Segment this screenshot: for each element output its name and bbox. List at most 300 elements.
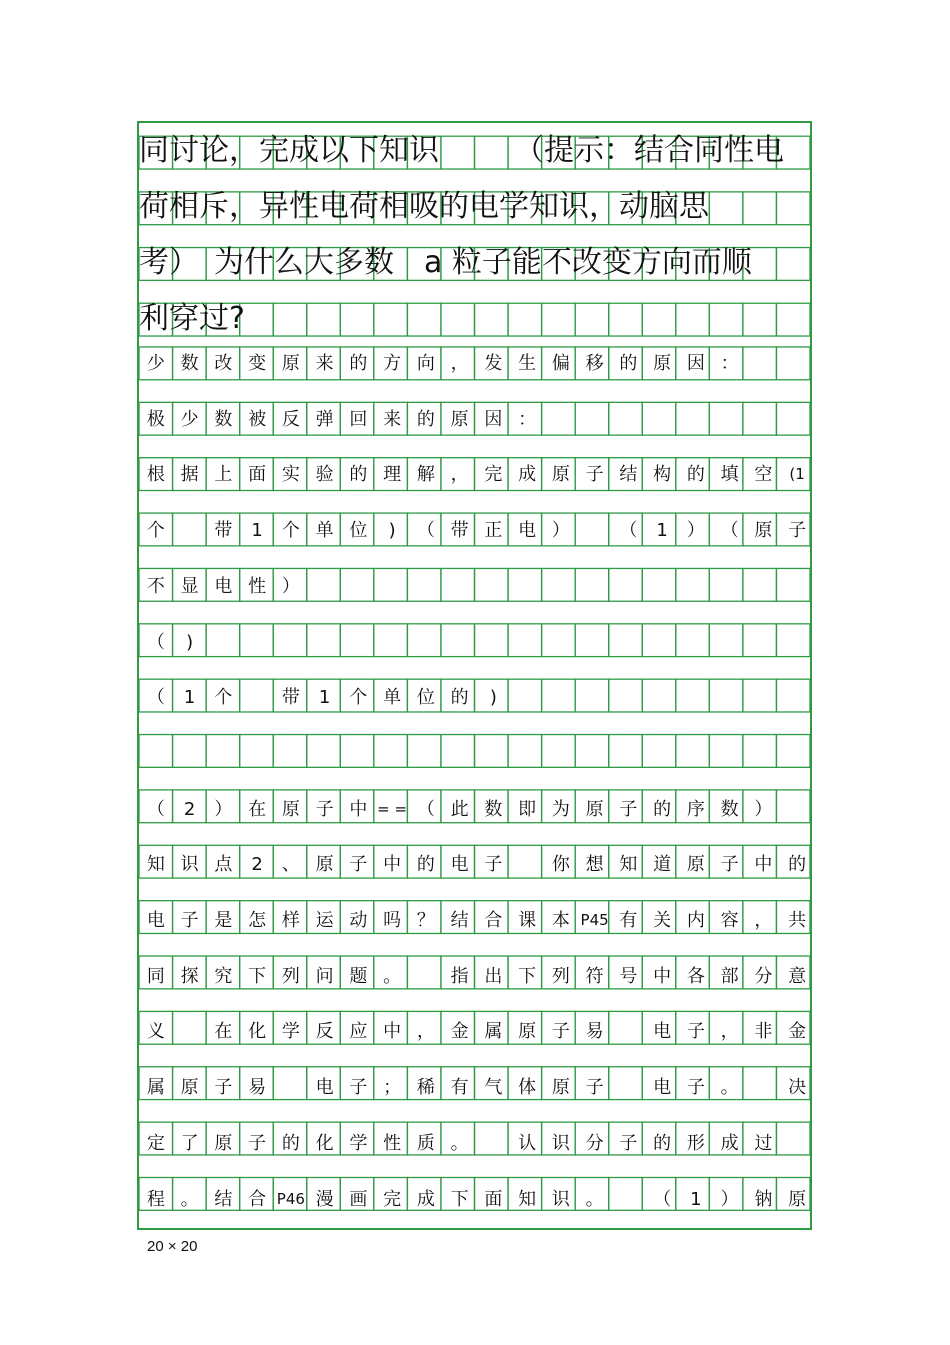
grid-char: 原	[754, 520, 773, 542]
grid-char: 问	[315, 965, 334, 987]
grid-char: ，	[416, 1021, 435, 1043]
grid-char: （	[416, 798, 435, 820]
grid-char	[443, 737, 477, 770]
grid-char: 的	[416, 408, 435, 430]
grid-row	[139, 458, 810, 491]
grid-char	[578, 514, 612, 547]
grid-char: 应	[349, 1021, 368, 1043]
grid-char: ）	[720, 1188, 739, 1210]
grid-char	[544, 681, 578, 714]
grid-char: 想	[585, 854, 604, 876]
grid-cell	[340, 303, 374, 336]
grid-char: 正	[484, 520, 503, 542]
grid-char: （	[416, 520, 435, 542]
grid-char: 下	[450, 1188, 469, 1210]
grid-char: ）	[551, 520, 570, 542]
grid-char: 个	[146, 520, 165, 542]
grid-char	[308, 570, 342, 603]
grid-char: 子	[788, 520, 807, 542]
grid-char	[645, 737, 679, 770]
grid-char: 的	[450, 687, 469, 709]
grid-char: 成	[518, 464, 537, 486]
grid-char: P45	[580, 911, 609, 929]
grid-char: 显	[180, 575, 199, 597]
grid-char: 电	[653, 1021, 672, 1043]
grid-char: （	[146, 798, 165, 820]
grid-char	[747, 570, 781, 603]
grid-char: 中	[383, 1021, 402, 1043]
grid-char	[544, 737, 578, 770]
grid-char: 符	[585, 965, 604, 987]
grid-char: ）	[754, 798, 773, 820]
grid-char: 学	[281, 1021, 300, 1043]
grid-char: 电	[653, 1077, 672, 1099]
grid-char: 稀	[416, 1077, 435, 1099]
grid-char: 知	[146, 854, 165, 876]
grid-char: 子	[248, 1132, 267, 1154]
grid-char	[713, 737, 747, 770]
grid-cell	[407, 303, 441, 336]
grid-char	[747, 403, 781, 436]
grid-char: 的	[349, 353, 368, 374]
grid-char: 改	[214, 353, 233, 374]
grid-char: 识	[551, 1132, 570, 1154]
grid-char: 面	[248, 464, 267, 486]
grid-char	[612, 681, 646, 714]
grid-char: 子	[484, 854, 503, 876]
grid-char: 共	[788, 910, 807, 931]
grid-char	[443, 570, 477, 603]
grid-char: 原	[180, 1077, 199, 1099]
grid-char: 原	[315, 854, 334, 876]
grid-char	[612, 737, 646, 770]
grid-char: 电	[450, 854, 469, 876]
grid-char	[274, 737, 308, 770]
grid-char	[207, 626, 241, 659]
grid-cell	[609, 303, 643, 336]
grid-char: 2	[251, 854, 263, 876]
grid-char: 来	[315, 353, 334, 374]
grid-row	[139, 960, 810, 993]
grid-char: 面	[484, 1188, 503, 1210]
grid-cell	[676, 303, 710, 336]
grid-char: 的	[653, 798, 672, 820]
grid-char: 中	[383, 854, 402, 876]
grid-char	[173, 1015, 207, 1048]
grid-char: 反	[315, 1021, 334, 1043]
grid-char	[409, 960, 443, 993]
grid-char: 成	[720, 1132, 739, 1154]
grid-char: 的	[281, 1132, 300, 1154]
grid-cell	[273, 303, 307, 336]
grid-char: 原	[653, 353, 672, 374]
grid-char	[713, 681, 747, 714]
grid-char: 移	[585, 353, 604, 374]
grid-char	[274, 1071, 308, 1104]
grid-char: 结	[450, 910, 469, 931]
grid-char	[780, 737, 814, 770]
grid-char: 理	[383, 464, 402, 486]
grid-char: 号	[619, 965, 638, 987]
grid-char: 个	[214, 687, 233, 709]
grid-char: 原	[788, 1188, 807, 1210]
grid-char	[443, 626, 477, 659]
grid-cell	[776, 303, 810, 336]
grid-char	[679, 403, 713, 436]
grid-char: 原	[281, 798, 300, 820]
grid-char	[308, 737, 342, 770]
grid-char	[342, 570, 376, 603]
grid-char: 带	[281, 687, 300, 709]
grid-char: 易	[248, 1077, 267, 1099]
grid-char: ：	[518, 408, 537, 430]
grid-char: 识	[180, 854, 199, 876]
grid-char: 子	[315, 798, 334, 820]
grid-char: 电	[146, 910, 165, 931]
grid-char: 容	[720, 910, 739, 931]
grid-char: 成	[416, 1188, 435, 1210]
grid-char: )	[388, 520, 396, 542]
grid-char	[510, 737, 544, 770]
grid-char	[780, 1127, 814, 1160]
grid-char	[240, 626, 274, 659]
grid-char: )	[489, 687, 497, 709]
grid-char: 下	[248, 965, 267, 987]
grid-char: 的	[653, 1132, 672, 1154]
grid-char: 子	[214, 1077, 233, 1099]
grid-char: 电	[315, 1077, 334, 1099]
grid-char: ：	[720, 353, 739, 374]
grid-char: 因	[484, 408, 503, 430]
grid-char: 金	[450, 1021, 469, 1043]
grid-char: 实	[281, 464, 300, 486]
grid-char: 子	[585, 464, 604, 486]
grid-cell	[575, 303, 609, 336]
grid-char: 极	[146, 408, 165, 430]
grid-char: 漫	[315, 1188, 334, 1210]
grid-cell	[508, 303, 542, 336]
grid-char: 钠	[754, 1188, 773, 1210]
grid-char: 的	[619, 353, 638, 374]
grid-char: 回	[349, 408, 368, 430]
grid-char: 形	[686, 1132, 705, 1154]
grid-char: ）	[686, 520, 705, 542]
grid-row	[139, 793, 810, 826]
grid-char	[645, 681, 679, 714]
grid-char: 生	[518, 353, 537, 374]
grid-char: 的	[686, 464, 705, 486]
grid-char: 原	[518, 1021, 537, 1043]
grid-char: 数	[214, 408, 233, 430]
grid-char: 合	[484, 910, 503, 931]
grid-char: 此	[450, 798, 469, 820]
grid-cell	[475, 303, 509, 336]
grid-char	[139, 737, 173, 770]
grid-char: 有	[450, 1077, 469, 1099]
grid-char: 偏	[551, 353, 570, 374]
grid-char: 程	[146, 1188, 165, 1210]
grid-char: 本	[551, 910, 570, 931]
grid-char: 在	[214, 1021, 233, 1043]
grid-char: 。	[720, 1077, 739, 1099]
grid-char: 子	[585, 1077, 604, 1099]
grid-char	[612, 1015, 646, 1048]
grid-char	[544, 570, 578, 603]
grid-cell	[776, 192, 810, 225]
grid-char: 带	[214, 520, 233, 542]
grid-char: 动	[349, 910, 368, 931]
grid-char: 体	[518, 1077, 537, 1099]
grid-char: 构	[653, 464, 672, 486]
grid-char: 义	[146, 1021, 165, 1043]
grid-row	[139, 514, 810, 547]
grid-char: 发	[484, 353, 503, 374]
grid-row	[139, 904, 810, 937]
grid-char: 2	[183, 798, 196, 820]
grid-char: 弹	[315, 408, 334, 430]
grid-char: 运	[315, 910, 334, 931]
grid-char	[240, 681, 274, 714]
grid-char	[645, 403, 679, 436]
grid-char: 单	[315, 520, 334, 542]
grid-char: 1	[318, 687, 331, 709]
grid-char	[207, 737, 241, 770]
grid-char: (1	[789, 465, 805, 484]
grid-char: 意	[788, 965, 807, 987]
grid-row	[139, 403, 810, 436]
grid-char: ；	[383, 1077, 402, 1099]
grid-char	[780, 626, 814, 659]
grid-char: 1	[183, 687, 196, 709]
grid-char: 化	[248, 1021, 267, 1043]
grid-char: 位	[416, 687, 435, 709]
grid-char: 上	[214, 464, 233, 486]
grid-char: 子	[551, 1021, 570, 1043]
grid-char: 的	[416, 854, 435, 876]
grid-char	[612, 570, 646, 603]
grid-char: 内	[686, 910, 705, 931]
grid-char: 个	[349, 687, 368, 709]
grid-char	[510, 626, 544, 659]
grid-char: ？	[416, 910, 435, 931]
grid-char: P46	[276, 1189, 305, 1208]
grid-cell	[776, 248, 810, 281]
grid-char: 出	[484, 965, 503, 987]
grid-char: 单	[383, 687, 402, 709]
grid-char: 怎	[248, 910, 267, 931]
grid-char: 空	[754, 464, 773, 486]
grid-char: 非	[754, 1021, 773, 1043]
grid-char: 中	[653, 965, 672, 987]
grid-char: 完	[383, 1188, 402, 1210]
grid-char: 1	[251, 520, 263, 542]
grid-char: 。	[450, 1132, 469, 1154]
grid-char: 有	[619, 910, 638, 931]
grid-char: 根	[146, 464, 165, 486]
grid-char	[578, 737, 612, 770]
grid-row	[139, 1183, 810, 1216]
grid-cell	[743, 192, 777, 225]
grid-cell	[542, 303, 576, 336]
grid-char: 原	[686, 854, 705, 876]
grid-char: 被	[248, 408, 267, 430]
grid-char: ，	[450, 353, 469, 374]
grid-char: 填	[720, 464, 739, 486]
grid-char: 原	[551, 464, 570, 486]
grid-char	[713, 403, 747, 436]
grid-char: 质	[416, 1132, 435, 1154]
grid-char: 数	[180, 353, 199, 374]
grid-char	[510, 681, 544, 714]
grid-char	[342, 626, 376, 659]
grid-char: 属	[484, 1021, 503, 1043]
grid-char	[477, 1127, 511, 1160]
grid-char	[578, 570, 612, 603]
grid-char: 道	[653, 854, 672, 876]
grid-char	[342, 737, 376, 770]
grid-char: 。	[585, 1188, 604, 1210]
grid-char: ，	[720, 1021, 739, 1043]
grid-char: ，	[450, 464, 469, 486]
grid-char: 完	[484, 464, 503, 486]
grid-char: 的	[788, 854, 807, 876]
grid-char	[308, 626, 342, 659]
grid-char: 性	[383, 1132, 402, 1154]
grid-char: 子	[619, 798, 638, 820]
grid-char	[409, 626, 443, 659]
grid-char	[544, 403, 578, 436]
grid-char: 样	[281, 910, 300, 931]
grid-char: 1	[690, 1188, 702, 1210]
grid-char: 原	[214, 1132, 233, 1154]
grid-char	[747, 626, 781, 659]
grid-row	[139, 347, 810, 380]
grid-char	[173, 514, 207, 547]
grid-cell	[642, 303, 676, 336]
grid-row	[139, 1071, 810, 1104]
grid-char: 分	[754, 965, 773, 987]
grid-char: 题	[349, 965, 368, 987]
grid-row	[139, 1015, 810, 1048]
large-text-line: 考） 为什么大多数 a 粒子能不改变方向而顺	[139, 245, 752, 280]
grid-cell	[374, 303, 408, 336]
grid-char: 向	[416, 353, 435, 374]
grid-char: （	[146, 687, 165, 709]
grid-char: 数	[720, 798, 739, 820]
grid-char	[679, 570, 713, 603]
grid-char: )	[186, 631, 194, 653]
grid-row	[139, 626, 810, 659]
grid-char: 子	[720, 854, 739, 876]
grid-char: 下	[518, 965, 537, 987]
grid-cell	[709, 303, 743, 336]
grid-char	[510, 570, 544, 603]
grid-char: 少	[180, 408, 199, 430]
grid-row	[139, 681, 810, 714]
grid-char: 分	[585, 1132, 604, 1154]
grid-char	[747, 1071, 781, 1104]
grid-char: 。	[180, 1188, 199, 1210]
grid-char	[544, 626, 578, 659]
grid-char: 原	[281, 353, 300, 374]
grid-char	[375, 626, 409, 659]
grid-char: 定	[146, 1132, 165, 1154]
grid-char: 位	[349, 520, 368, 542]
grid-row	[139, 1127, 810, 1160]
grid-char: 、	[281, 854, 300, 876]
grid-cell	[709, 192, 743, 225]
grid-char	[477, 626, 511, 659]
grid-char	[612, 626, 646, 659]
grid-char: 中	[349, 798, 368, 820]
grid-char: 列	[281, 965, 300, 987]
grid-char	[780, 793, 814, 826]
grid-cell	[307, 303, 341, 336]
grid-char: 决	[788, 1077, 807, 1099]
grid-char: （	[720, 520, 739, 542]
grid-char: 过	[754, 1132, 773, 1154]
grid-char: 属	[146, 1077, 165, 1099]
grid-char: 的	[349, 464, 368, 486]
grid-char	[375, 737, 409, 770]
grid-char: 同	[146, 965, 165, 987]
grid-char: ，	[754, 910, 773, 931]
grid-char: 子	[686, 1077, 705, 1099]
grid-char	[679, 737, 713, 770]
grid-char: 序	[686, 798, 705, 820]
grid-char: 子	[349, 854, 368, 876]
grid-char: 指	[450, 965, 469, 987]
grid-char: （	[146, 631, 165, 653]
grid-char	[645, 626, 679, 659]
grid-char	[679, 626, 713, 659]
grid-char: 子	[619, 1132, 638, 1154]
grid-char: 究	[214, 965, 233, 987]
grid-char: 1	[656, 520, 668, 542]
grid-char	[578, 626, 612, 659]
grid-char	[173, 737, 207, 770]
grid-char: 金	[788, 1021, 807, 1043]
grid-char: 电	[214, 575, 233, 597]
grid-char: 原	[585, 798, 604, 820]
grid-char: 是	[214, 910, 233, 931]
grid-char: 识	[551, 1188, 570, 1210]
grid-char	[240, 737, 274, 770]
grid-char	[409, 570, 443, 603]
grid-char: 化	[315, 1132, 334, 1154]
grid-char: 各	[686, 965, 705, 987]
grid-char	[612, 1071, 646, 1104]
grid-char: 子	[180, 910, 199, 931]
grid-char: 结	[619, 464, 638, 486]
grid-char: ）	[214, 798, 233, 820]
grid-char	[578, 403, 612, 436]
grid-char: 学	[349, 1132, 368, 1154]
grid-char	[645, 570, 679, 603]
grid-char	[409, 737, 443, 770]
grid-char: 列	[551, 965, 570, 987]
grid-char: 易	[585, 1021, 604, 1043]
grid-char: 不	[146, 575, 165, 597]
grid-char: 知	[518, 1188, 537, 1210]
grid-char: 解	[416, 464, 435, 486]
grid-char: 关	[653, 910, 672, 931]
grid-char	[713, 626, 747, 659]
grid-char: 子	[686, 1021, 705, 1043]
grid-char: 结	[214, 1188, 233, 1210]
writing-grid-sheet	[137, 121, 812, 1230]
grid-char	[612, 403, 646, 436]
